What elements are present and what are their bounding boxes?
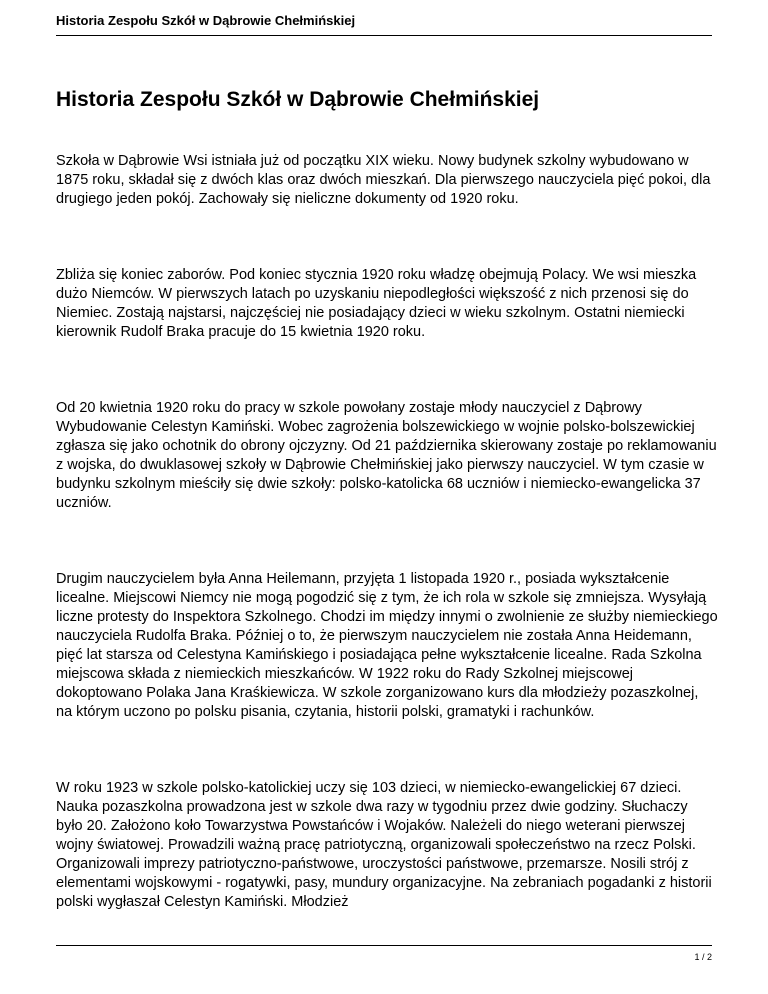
document-title: Historia Zespołu Szkół w Dąbrowie Chełmińskiej: [56, 88, 540, 111]
paragraph-4: Drugim nauczycielem była Anna Heilemann, przyjęta 1 listopada 1920 r., posiada wykształcenie licealne. Miejscowi Niemcy nie mogą pogodzić się z tym, że ich rola w szkole się zmniejsza. Wysyłają liczne protesty do Inspektora Szkolnego. Chodzi im między innymi o zwolnienie ze służby niemieckiego nauczyciela Rudolfa Braka. Później o to, że pierwszym nauczycielem nie została Anna Heidemann, pięć lat starsza od Celestyna Kamińskiego i posiadająca pełne wykształcenie licealne. Rada Szkolna miejscowa składa z niemieckich mieszkańców. W 1922 roku do Rady Szkolnej miejscowej dokoptowano Polaka Jana Kraśkiewicza. W szkole zorganizowano kurs dla młodzieży pozaszkolnej, na którym uczono po polsku pisania, czytania, historii polski, gramatyki i rachunków.: [56, 571, 718, 720]
document-body: [56, 152, 718, 969]
paragraph-5: W roku 1923 w szkole polsko-katolickiej uczy się 103 dzieci, w niemiecko-ewangelickiej 67 dzieci. Nauka pozaszkolna prowadzona jest w szkole dwa razy w tygodniu przez dwie godziny. Słuchaczy było 20. Założono koło Towarzystwa Powstańców i Wojaków. Należeli do niego weterani pierwszej wojny światowej. Prowadzili ważną pracę patriotyczną, organizowali społeczeństwo na rzecz Polski. Organizowali imprezy patriotyczno-państwowe, uroczystości państwowe, przemarsze. Nosili strój z elementami wojskowymi - rogatywki, pasy, mundury organizacyjne. Na zebraniach pogadanki z historii polski wygłaszał Celestyn Kamiński. Młodzież: [56, 780, 712, 910]
paragraph-2: Zbliża się koniec zaborów. Pod koniec stycznia 1920 roku władzę obejmują Polacy. We wsi mieszka dużo Niemców. W pierwszych latach po uzyskaniu niepodległości większość z nich przenosi się do Niemiec. Zostają najstarsi, najczęściej nie posiadający dzieci w wieku szkolnym. Ostatni niemiecki kierownik Rudolf Braka pracuje do 15 kwietnia 1920 roku.: [56, 267, 697, 340]
running-header: Historia Zespołu Szkół w Dąbrowie Chełmińskiej: [56, 13, 356, 28]
paragraph-3: Od 20 kwietnia 1920 roku do pracy w szkole powołany zostaje młody nauczyciel z Dąbrowy Wybudowanie Celestyn Kamiński. Wobec zagrożenia bolszewickiego w wojnie polsko-bolszewickiej zgłasza się jako ochotnik do obrony ojczyzny. Od 21 października skierowany zostaje po reklamowaniu z wojska, do dwuklasowej szkoły w Dąbrowie Chełmińskiej jako pierwszy nauczyciel. W tym czasie w budynku szkolnym mieściły się dwie szkoły: polsko-katolicka 68 uczniów i niemiecko-ewangelicka 37 uczniów.: [56, 400, 717, 511]
paragraph-1: Szkoła w Dąbrowie Wsi istniała już od początku XIX wieku. Nowy budynek szkolny wybudowano w 1875 roku, składał się z dwóch klas oraz dwóch mieszkań. Dla pierwszego nauczyciela pięć pokoi, dla drugiego jeden pokój. Zachowały się nieliczne dokumenty od 1920 roku.: [56, 153, 711, 207]
footer-divider: [56, 945, 712, 946]
page-number: 1 / 2: [694, 952, 712, 962]
header-divider: [56, 35, 712, 36]
